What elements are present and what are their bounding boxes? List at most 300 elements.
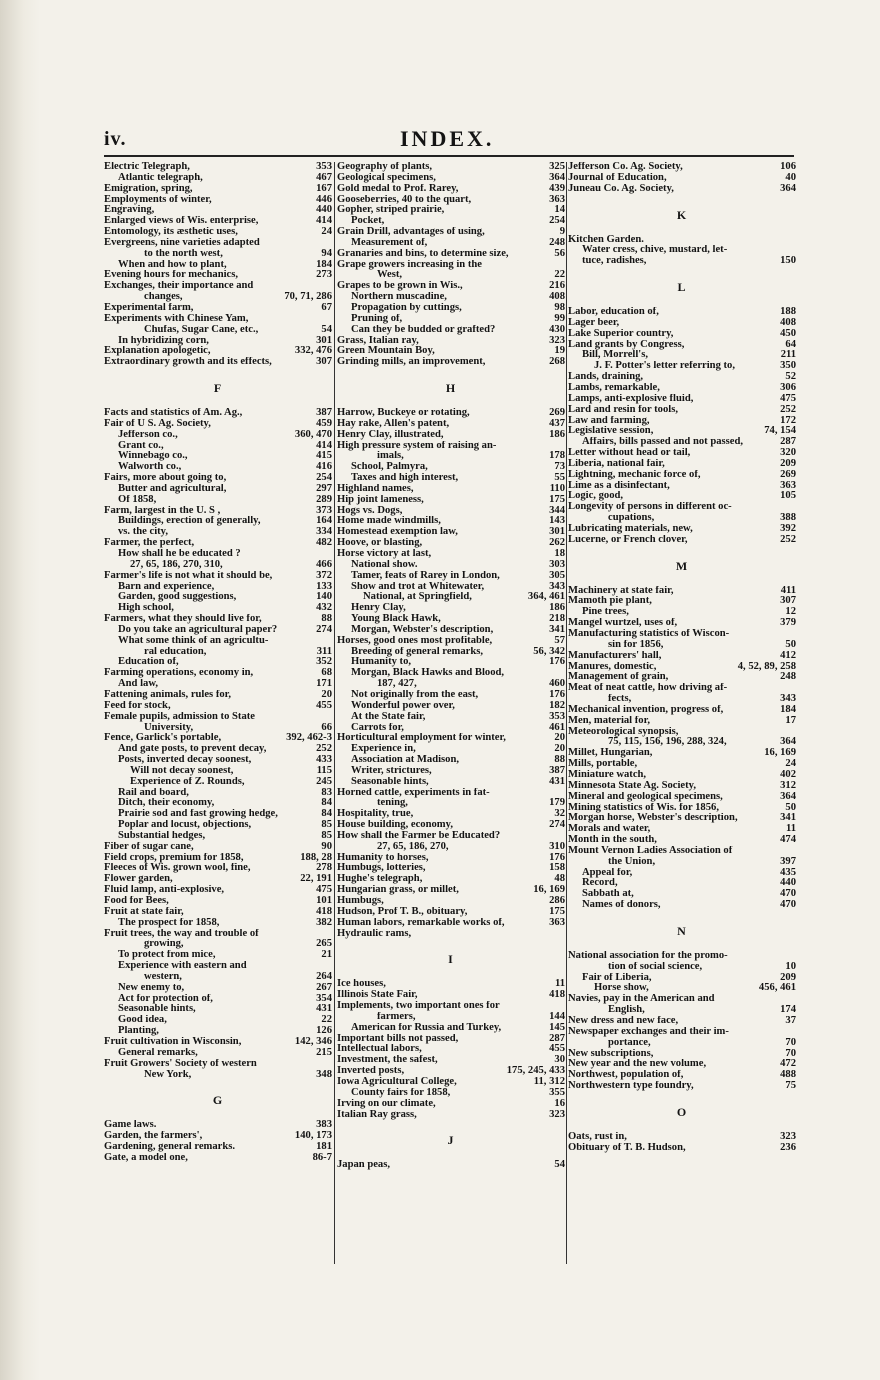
index-entry — [337, 430, 565, 441]
entry-text: Substantial hedges, — [118, 830, 206, 841]
index-entry — [104, 712, 332, 723]
index-entry — [104, 538, 332, 549]
index-entry — [104, 788, 332, 799]
entry-text: vs. the city, — [118, 527, 169, 538]
index-entry — [104, 950, 332, 961]
entry-text: Longevity of persons in different oc- — [568, 502, 732, 513]
section-letter: H — [445, 381, 457, 396]
entry-pages: 475 — [316, 884, 332, 896]
entry-pages: 307 — [780, 595, 796, 607]
index-entry — [337, 592, 565, 603]
index-entry — [337, 636, 565, 647]
entry-pages: 70, 71, 286 — [284, 291, 332, 303]
index-entry — [568, 640, 796, 651]
index-entry — [337, 162, 565, 173]
index-entry — [568, 629, 796, 640]
entry-text: Liberia, national fair, — [568, 458, 665, 469]
index-entry — [104, 506, 332, 517]
index-entry — [568, 857, 796, 868]
index-entry — [104, 473, 332, 484]
entry-pages: 286 — [549, 895, 565, 906]
entry-text: Fleeces of Wis. grown wool, fine, — [104, 863, 251, 874]
entry-text: Henry Clay, illustrated, — [337, 429, 444, 440]
entry-text: Propagation by cuttings, — [351, 302, 462, 313]
entry-text: Hospitality, true, — [337, 809, 414, 820]
entry-pages: 455 — [549, 1043, 565, 1055]
index-entry — [104, 668, 332, 679]
entry-text: Morgan, Webster's description, — [351, 624, 494, 635]
entry-pages: 19 — [554, 345, 565, 357]
entry-text: Seasonable hints, — [351, 776, 429, 787]
entry-pages: 16, 169 — [533, 884, 565, 896]
index-entry — [337, 281, 565, 292]
entry-text: Investment, the safest, — [337, 1055, 438, 1066]
entry-text: Lands, draining, — [568, 372, 644, 383]
index-entry — [104, 195, 332, 206]
index-entry — [104, 777, 332, 788]
entry-pages: 11 — [554, 978, 565, 990]
entry-pages: 133 — [316, 580, 332, 592]
index-entry — [568, 868, 796, 879]
entry-text: 27, 65, 186, 270, 310, — [130, 559, 223, 570]
entry-text: Gardening, general remarks. — [104, 1142, 236, 1153]
index-entry — [104, 292, 332, 303]
index-entry — [104, 441, 332, 452]
entry-pages: 88 — [554, 754, 565, 766]
index-entry — [568, 162, 796, 173]
index-entry — [337, 441, 565, 452]
entry-text: In hybridizing corn, — [118, 335, 209, 346]
entry-text: Experience in, — [351, 744, 416, 755]
index-entry — [104, 1059, 332, 1070]
entry-pages: 466 — [316, 558, 332, 570]
entry-text: tion of social science, — [608, 961, 703, 972]
entry-text: Hudson, Prof T. B., obituary, — [337, 906, 468, 917]
index-entry — [104, 592, 332, 603]
index-entry — [104, 249, 332, 260]
index-entry — [337, 896, 565, 907]
index-entry — [337, 571, 565, 582]
entry-pages: 352 — [316, 656, 332, 668]
index-entry — [337, 346, 565, 357]
entry-pages: 16 — [554, 1097, 565, 1109]
entry-pages: 446 — [316, 193, 332, 205]
entry-pages: 56, 342 — [533, 645, 565, 657]
entry-pages: 32 — [554, 808, 565, 820]
entry-text: Association at Madison, — [351, 755, 460, 766]
entry-text: Fairs, more about going to, — [104, 473, 227, 484]
index-entry — [568, 1038, 796, 1049]
entry-text: Homestead exemption law, — [337, 527, 458, 538]
entry-text: Lime as a disinfectant, — [568, 480, 670, 491]
entry-text: ral education, — [144, 646, 207, 657]
entry-pages: 98 — [554, 301, 565, 313]
entry-text: Show and trot at Whitewater, — [351, 581, 485, 592]
entry-text: Entomology, its æsthetic uses, — [104, 227, 238, 238]
entry-text: Kitchen Garden. — [568, 234, 644, 245]
entry-text: Grain Drill, advantages of using, — [337, 227, 485, 238]
entry-text: Lucerne, or French clover, — [568, 534, 688, 545]
entry-pages: 388 — [780, 512, 796, 524]
entry-text: Act for protection of, — [118, 993, 213, 1004]
entry-text: Humanity to, — [351, 657, 412, 668]
entry-text: Enlarged views of Wis. enterprise, — [104, 216, 259, 227]
index-entry — [104, 1004, 332, 1015]
index-entry — [337, 647, 565, 658]
index-entry — [568, 716, 796, 727]
entry-text: Navies, pay in the American and — [568, 994, 715, 1005]
entry-pages: 459 — [316, 417, 332, 429]
entry-text: Water cress, chive, mustard, let- — [582, 245, 728, 256]
entry-text: Mineral and geological specimens, — [568, 791, 723, 802]
entry-pages: 456, 461 — [758, 982, 796, 994]
entry-text: Management of grain, — [568, 672, 669, 683]
entry-text: Evergreens, nine varieties adapted — [104, 237, 260, 248]
entry-pages: 305 — [549, 569, 565, 581]
entry-text: Japan peas, — [337, 1160, 390, 1171]
entry-text: Jefferson Co. Ag. Society, — [568, 162, 683, 172]
entry-pages: 264 — [316, 970, 332, 982]
section-letter: L — [677, 280, 687, 295]
entry-text: Mamoth pie plant, — [568, 596, 652, 607]
entry-pages: 52 — [785, 371, 796, 383]
entry-pages: 392, 462-3 — [286, 732, 332, 744]
entry-text: Rail and board, — [118, 787, 189, 798]
entry-text: Illinois State Fair, — [337, 990, 418, 1001]
index-entry — [104, 184, 332, 195]
entry-text: Mount Vernon Ladies Association of — [568, 845, 733, 856]
entry-pages: 320 — [780, 447, 796, 459]
index-entry — [568, 184, 796, 195]
entry-text: National association for the promo- — [568, 950, 728, 961]
index-entry — [104, 227, 332, 238]
entry-text: Pruning of, — [351, 313, 403, 324]
index-entry — [568, 513, 796, 524]
entry-text: Chufas, Sugar Cane, etc., — [144, 324, 259, 335]
entry-text: tuce, radishes, — [582, 256, 647, 267]
entry-pages: 303 — [549, 558, 565, 570]
entry-text: Grape growers increasing in the — [337, 259, 482, 270]
entry-pages: 99 — [554, 312, 565, 324]
entry-text: General remarks, — [118, 1047, 198, 1058]
entry-pages: 179 — [549, 797, 565, 809]
entry-text: Minnesota State Ag. Society, — [568, 780, 696, 791]
index-entry — [104, 346, 332, 357]
entry-text: Machinery at state fair, — [568, 585, 674, 596]
entry-pages: 382 — [316, 916, 332, 928]
index-entry — [568, 705, 796, 716]
entry-pages: 236 — [780, 1141, 796, 1153]
index-entry — [104, 874, 332, 885]
entry-pages: 408 — [780, 316, 796, 328]
index-entry — [104, 918, 332, 929]
index-entry — [337, 195, 565, 206]
entry-text: Fluid lamp, anti-explosive, — [104, 885, 225, 896]
entry-pages: 171 — [316, 678, 332, 690]
entry-pages: 85 — [321, 819, 332, 831]
entry-text: Humbugs, lotteries, — [337, 863, 426, 874]
entry-pages: 9 — [559, 226, 565, 238]
entry-text: Prairie sod and fast growing hedge, — [118, 809, 278, 820]
index-entry — [568, 535, 796, 546]
index-entry — [337, 625, 565, 636]
entry-text: Explanation apologetic, — [104, 346, 211, 357]
index-entry — [104, 430, 332, 441]
index-entry — [568, 502, 796, 513]
entry-text: Italian Ray grass, — [337, 1109, 417, 1120]
entry-pages: 312 — [780, 779, 796, 791]
index-entry — [568, 459, 796, 470]
entry-text: portance, — [608, 1037, 651, 1048]
entry-text: Carrots for, — [351, 722, 404, 733]
section-letter: K — [676, 207, 688, 222]
entry-pages: 175 — [549, 493, 565, 505]
entry-pages: 140, 173 — [294, 1130, 332, 1142]
entry-pages: 364 — [780, 736, 796, 748]
entry-pages: 360, 470 — [294, 428, 332, 440]
index-entry — [568, 596, 796, 607]
index-entry — [568, 394, 796, 405]
index-entry — [104, 972, 332, 983]
entry-pages: 273 — [316, 269, 332, 281]
entry-text: Affairs, bills passed and not passed, — [582, 437, 744, 448]
entry-text: Emigration, spring, — [104, 183, 193, 194]
entry-text: Atlantic telegraph, — [118, 172, 203, 183]
entry-text: Hungarian grass, or millet, — [337, 885, 459, 896]
entry-text: Journal of Education, — [568, 172, 667, 183]
entry-pages: 176 — [549, 851, 565, 863]
index-entry — [104, 690, 332, 701]
entry-text: High pressure system of raising an- — [337, 440, 497, 451]
entry-text: Grapes to be grown in Wis., — [337, 281, 463, 292]
entry-pages: 431 — [549, 775, 565, 787]
entry-pages: 40 — [785, 171, 796, 183]
entry-text: Granaries and bins, to determine size, — [337, 248, 509, 259]
entry-text: Morals and water, — [568, 824, 651, 835]
entry-text: Ditch, their economy, — [118, 798, 215, 809]
index-entry — [568, 1132, 796, 1143]
index-entry — [104, 820, 332, 831]
index-entry — [568, 607, 796, 618]
entry-pages: 48 — [554, 873, 565, 885]
index-entry — [337, 1110, 565, 1121]
index-entry — [337, 679, 565, 690]
index-entry — [104, 1142, 332, 1153]
entry-pages: 142, 346 — [294, 1035, 332, 1047]
entry-pages: 106 — [780, 161, 796, 172]
entry-pages: 387 — [316, 407, 332, 419]
index-entry — [568, 1027, 796, 1038]
entry-text: cupations, — [608, 513, 655, 524]
index-entry — [337, 560, 565, 571]
entry-pages: 184 — [316, 258, 332, 270]
entry-pages: 269 — [549, 407, 565, 419]
entry-text: University, — [144, 722, 194, 733]
index-entry — [104, 260, 332, 271]
entry-pages: 450 — [780, 327, 796, 339]
index-entry — [337, 292, 565, 303]
entry-pages: 90 — [321, 840, 332, 852]
entry-text: Grant co., — [118, 440, 164, 451]
entry-text: Month in the south, — [568, 835, 657, 846]
entry-text: Lager beer, — [568, 317, 620, 328]
entry-pages: 488 — [780, 1069, 796, 1081]
entry-pages: 182 — [549, 699, 565, 711]
index-entry — [568, 470, 796, 481]
entry-text: Northwestern type foundry, — [568, 1081, 694, 1092]
index-entry — [568, 994, 796, 1005]
entry-pages: 66 — [321, 721, 332, 733]
entry-pages: 348 — [316, 1068, 332, 1080]
index-entry — [337, 484, 565, 495]
entry-text: New enemy to, — [118, 982, 185, 993]
index-entry — [337, 990, 565, 1001]
entry-pages: 262 — [549, 537, 565, 549]
entry-pages: 75 — [785, 1080, 796, 1092]
entry-pages: 412 — [780, 649, 796, 661]
index-entry — [104, 929, 332, 940]
entry-text: Miniature watch, — [568, 769, 647, 780]
index-entry — [337, 831, 565, 842]
entry-pages: 297 — [316, 482, 332, 494]
index-entry — [104, 1070, 332, 1081]
entry-text: Meteorological synopsis, — [568, 726, 679, 737]
entry-text: American for Russia and Turkey, — [351, 1022, 502, 1033]
index-column-3 — [568, 162, 796, 1154]
entry-pages: 432 — [316, 602, 332, 614]
entry-pages: 387 — [549, 764, 565, 776]
index-entry — [568, 1016, 796, 1027]
entry-text: Exchanges, their importance and — [104, 281, 254, 292]
index-entry — [337, 690, 565, 701]
index-entry — [104, 636, 332, 647]
entry-text: Butter and agricultural, — [118, 483, 227, 494]
index-entry — [337, 918, 565, 929]
entry-pages: 30 — [554, 1054, 565, 1066]
entry-pages: 181 — [316, 1141, 332, 1153]
entry-pages: 254 — [316, 472, 332, 484]
index-entry — [568, 340, 796, 351]
entry-text: Flower garden, — [104, 874, 173, 885]
entry-pages: 110 — [549, 482, 565, 494]
entry-pages: 460 — [549, 678, 565, 690]
entry-text: tening, — [377, 798, 408, 809]
index-entry — [337, 314, 565, 325]
entry-pages: 252 — [316, 743, 332, 755]
entry-pages: 411 — [780, 584, 796, 596]
entry-pages: 86-7 — [312, 1151, 332, 1163]
index-column-1 — [104, 162, 332, 1164]
entry-text: Humbugs, — [337, 896, 384, 906]
entry-pages: 14 — [554, 204, 565, 216]
entry-text: Horse show, — [594, 983, 649, 994]
index-entry — [568, 813, 796, 824]
entry-pages: 433 — [316, 754, 332, 766]
index-entry — [104, 798, 332, 809]
entry-text: What some think of an agricultu- — [118, 635, 269, 646]
entry-pages: 455 — [316, 699, 332, 711]
section-letter: G — [212, 1093, 224, 1108]
entry-text: Lake Superior country, — [568, 328, 674, 339]
index-entry — [337, 538, 565, 549]
entry-text: Poplar and locust, objections, — [118, 820, 252, 831]
index-entry — [104, 1153, 332, 1164]
entry-pages: 20 — [321, 688, 332, 700]
entry-pages: 461 — [549, 721, 565, 733]
index-entry — [104, 701, 332, 712]
index-entry — [104, 885, 332, 896]
index-entry — [568, 491, 796, 502]
entry-pages: 11, 312 — [533, 1075, 565, 1087]
entry-pages: 55 — [554, 472, 565, 484]
entry-pages: 268 — [549, 356, 565, 368]
entry-text: imals, — [377, 451, 404, 462]
entry-pages: 172 — [780, 414, 796, 426]
index-entry — [568, 781, 796, 792]
section-letter: F — [213, 381, 223, 396]
entry-text: Buildings, erection of generally, — [118, 516, 261, 527]
index-entry — [337, 929, 565, 940]
index-entry — [568, 835, 796, 846]
entry-text: Food for Bees, — [104, 896, 169, 906]
entry-text: Hoove, or blasting, — [337, 538, 423, 549]
index-entry — [568, 245, 796, 256]
entry-pages: 73 — [554, 461, 565, 473]
index-entry — [104, 314, 332, 325]
entry-text: Human labors, remarkable works of, — [337, 917, 505, 928]
entry-text: New year and the new volume, — [568, 1059, 707, 1070]
index-entry — [337, 303, 565, 314]
entry-pages: 353 — [549, 710, 565, 722]
entry-pages: 167 — [316, 182, 332, 194]
entry-pages: 24 — [321, 226, 332, 238]
entry-pages: 218 — [549, 613, 565, 625]
entry-pages: 21 — [321, 949, 332, 961]
index-entry — [568, 1059, 796, 1070]
entry-pages: 415 — [316, 450, 332, 462]
entry-text: Do you take an agricultural paper? — [118, 624, 278, 635]
entry-pages: 482 — [316, 537, 332, 549]
entry-pages: 144 — [549, 1010, 565, 1022]
entry-text: Implements, two important ones for — [337, 1001, 500, 1012]
entry-text: Grinding mills, an improvement, — [337, 357, 486, 368]
entry-text: fects, — [608, 694, 632, 705]
entry-text: Fruit trees, the way and trouble of — [104, 928, 259, 939]
index-entry — [337, 777, 565, 788]
entry-text: Gate, a model one, — [104, 1152, 188, 1163]
index-entry — [568, 727, 796, 738]
index-entry — [568, 437, 796, 448]
index-entry — [337, 1066, 565, 1077]
index-entry — [337, 473, 565, 484]
index-entry — [337, 227, 565, 238]
index-entry — [337, 451, 565, 462]
entry-pages: 254 — [549, 215, 565, 227]
entry-pages: 307 — [316, 356, 332, 368]
entry-text: to the north west, — [144, 248, 223, 259]
entry-text: Morgan, Black Hawks and Blood, — [351, 668, 505, 679]
index-entry — [104, 657, 332, 668]
entry-text: Measurement of, — [351, 237, 428, 248]
entry-pages: 84 — [321, 797, 332, 809]
section-letter: I — [448, 952, 454, 967]
entry-pages: 85 — [321, 829, 332, 841]
entry-pages: 414 — [316, 439, 332, 451]
entry-text: West, — [377, 270, 403, 281]
entry-pages: 252 — [780, 403, 796, 415]
entry-pages: 470 — [780, 899, 796, 911]
entry-text: Oats, rust in, — [568, 1131, 627, 1142]
